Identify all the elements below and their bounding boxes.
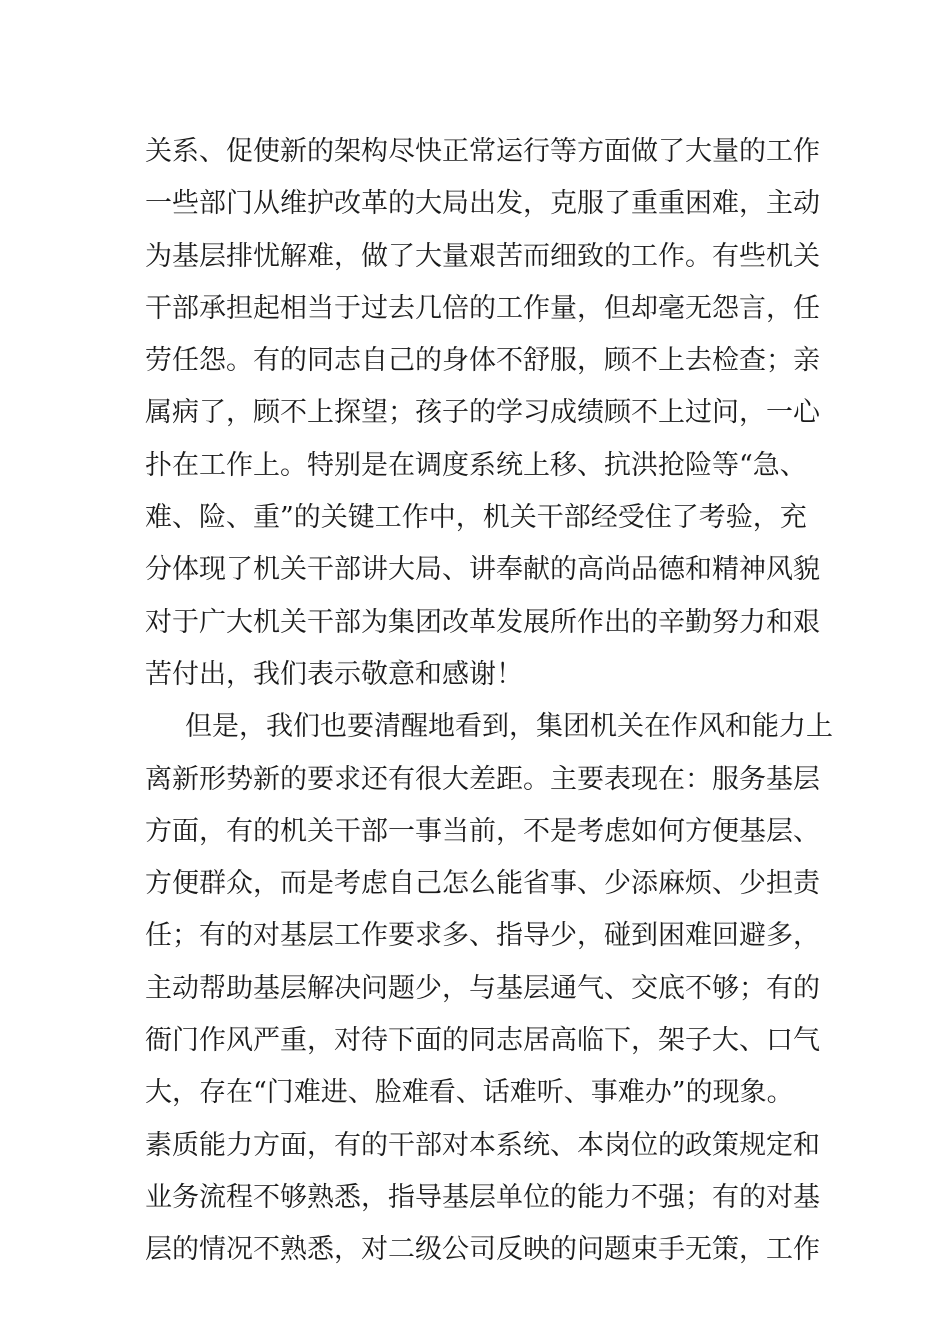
text-line: 苦付出，我们表示敬意和感谢！ [145,658,523,690]
text-line: 为基层排忧解难，做了大量艰苦而细致的工作。有些机关 [145,240,820,272]
text-line: 扑在工作上。特别是在调度系统上移、抗洪抢险等“急、 [145,449,807,481]
text-line: 劳任怨。有的同志自己的身体不舒服，顾不上去检查；亲 [145,345,820,377]
text-line: 难、险、重”的关键工作中，机关干部经受住了考验，充 [145,502,807,534]
body-text [145,126,833,1277]
text-line: 对于广大机关干部为集团改革发展所作出的辛勤努力和艰 [145,606,820,638]
text-line: 业务流程不够熟悉，指导基层单位的能力不强；有的对基 [145,1181,820,1213]
text-line: 离新形势新的要求还有很大差距。主要表现在：服务基层 [145,763,820,795]
text-line: 方面，有的机关干部一事当前，不是考虑如何方便基层、 [145,815,820,847]
text-line: 干部承担起相当于过去几倍的工作量，但却毫无怨言，任 [145,292,820,324]
text-line: 一些部门从维护改革的大局出发，克服了重重困难，主动 [145,188,820,220]
text-line: 关系、促使新的架构尽快正常运行等方面做了大量的工作 [145,136,820,167]
text-line: 分体现了机关干部讲大局、讲奉献的高尚品德和精神风貌 [145,554,820,586]
text-line: 素质能力方面，有的干部对本系统、本岗位的政策规定和 [145,1129,820,1161]
text-line: 主动帮助基层解决问题少，与基层通气、交底不够；有的 [145,972,820,1004]
text-line: 方便群众，而是考虑自己怎么能省事、少添麻烦、少担责 [145,868,820,900]
text-line: 任；有的对基层工作要求多、指导少，碰到困难回避多， [145,920,820,952]
text-line: 衙门作风严重，对待下面的同志居高临下，架子大、口气 [145,1025,820,1057]
text-line: 属病了，顾不上探望；孩子的学习成绩顾不上过问，一心 [145,397,820,429]
text-line: 大，存在“门难进、脸难看、话难听、事难办”的现象。 [145,1077,794,1109]
text-line: 层的情况不熟悉，对二级公司反映的问题束手无策，工作 [145,1234,820,1266]
paragraph-start-line: 但是，我们也要清醒地看到，集团机关在作风和能力上 [185,711,833,743]
